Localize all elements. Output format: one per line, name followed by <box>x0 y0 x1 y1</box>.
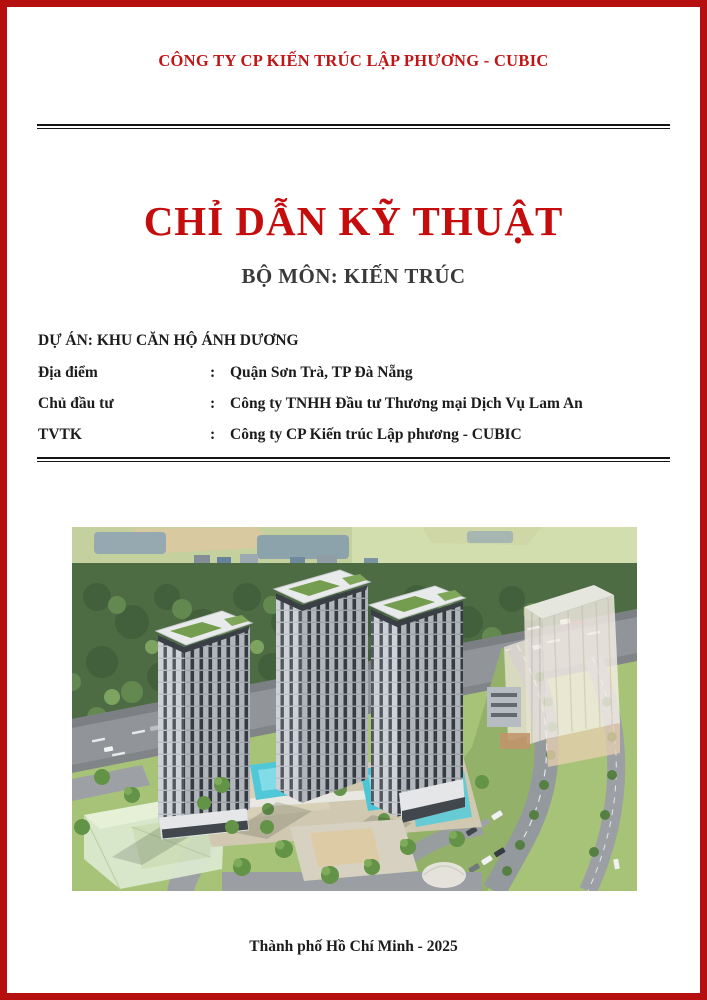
horizontal-rule-top <box>37 124 670 129</box>
info-value: Công ty TNHH Đầu tư Thương mại Dịch Vụ Lam An <box>230 395 583 412</box>
info-label: Chủ đầu tư <box>38 395 114 412</box>
document-title: CHỈ DẪN KỸ THUẬT <box>143 198 564 244</box>
info-separator: : <box>210 395 216 412</box>
info-row-location <box>38 364 687 382</box>
horizontal-rule-bottom <box>37 457 670 462</box>
info-label: TVTK <box>38 426 82 443</box>
info-row-design-consultant <box>38 426 687 444</box>
info-separator: : <box>210 426 216 443</box>
project-render-image <box>72 527 637 891</box>
info-value: Quận Sơn Trà, TP Đà Nẵng <box>230 364 413 381</box>
info-label: Địa điểm <box>38 364 98 381</box>
info-separator: : <box>210 364 216 381</box>
footer-city-year: Thành phố Hồ Chí Minh - 2025 <box>249 938 458 955</box>
document-subtitle: BỘ MÔN: KIẾN TRÚC <box>241 264 466 288</box>
info-row-investor <box>38 395 687 413</box>
info-value: Công ty CP Kiến trúc Lập phương - CUBIC <box>230 426 522 443</box>
company-name: CÔNG TY CP KIẾN TRÚC LẬP PHƯƠNG - CUBIC <box>158 51 549 70</box>
project-name: DỰ ÁN: KHU CĂN HỘ ÁNH DƯƠNG <box>38 332 299 349</box>
